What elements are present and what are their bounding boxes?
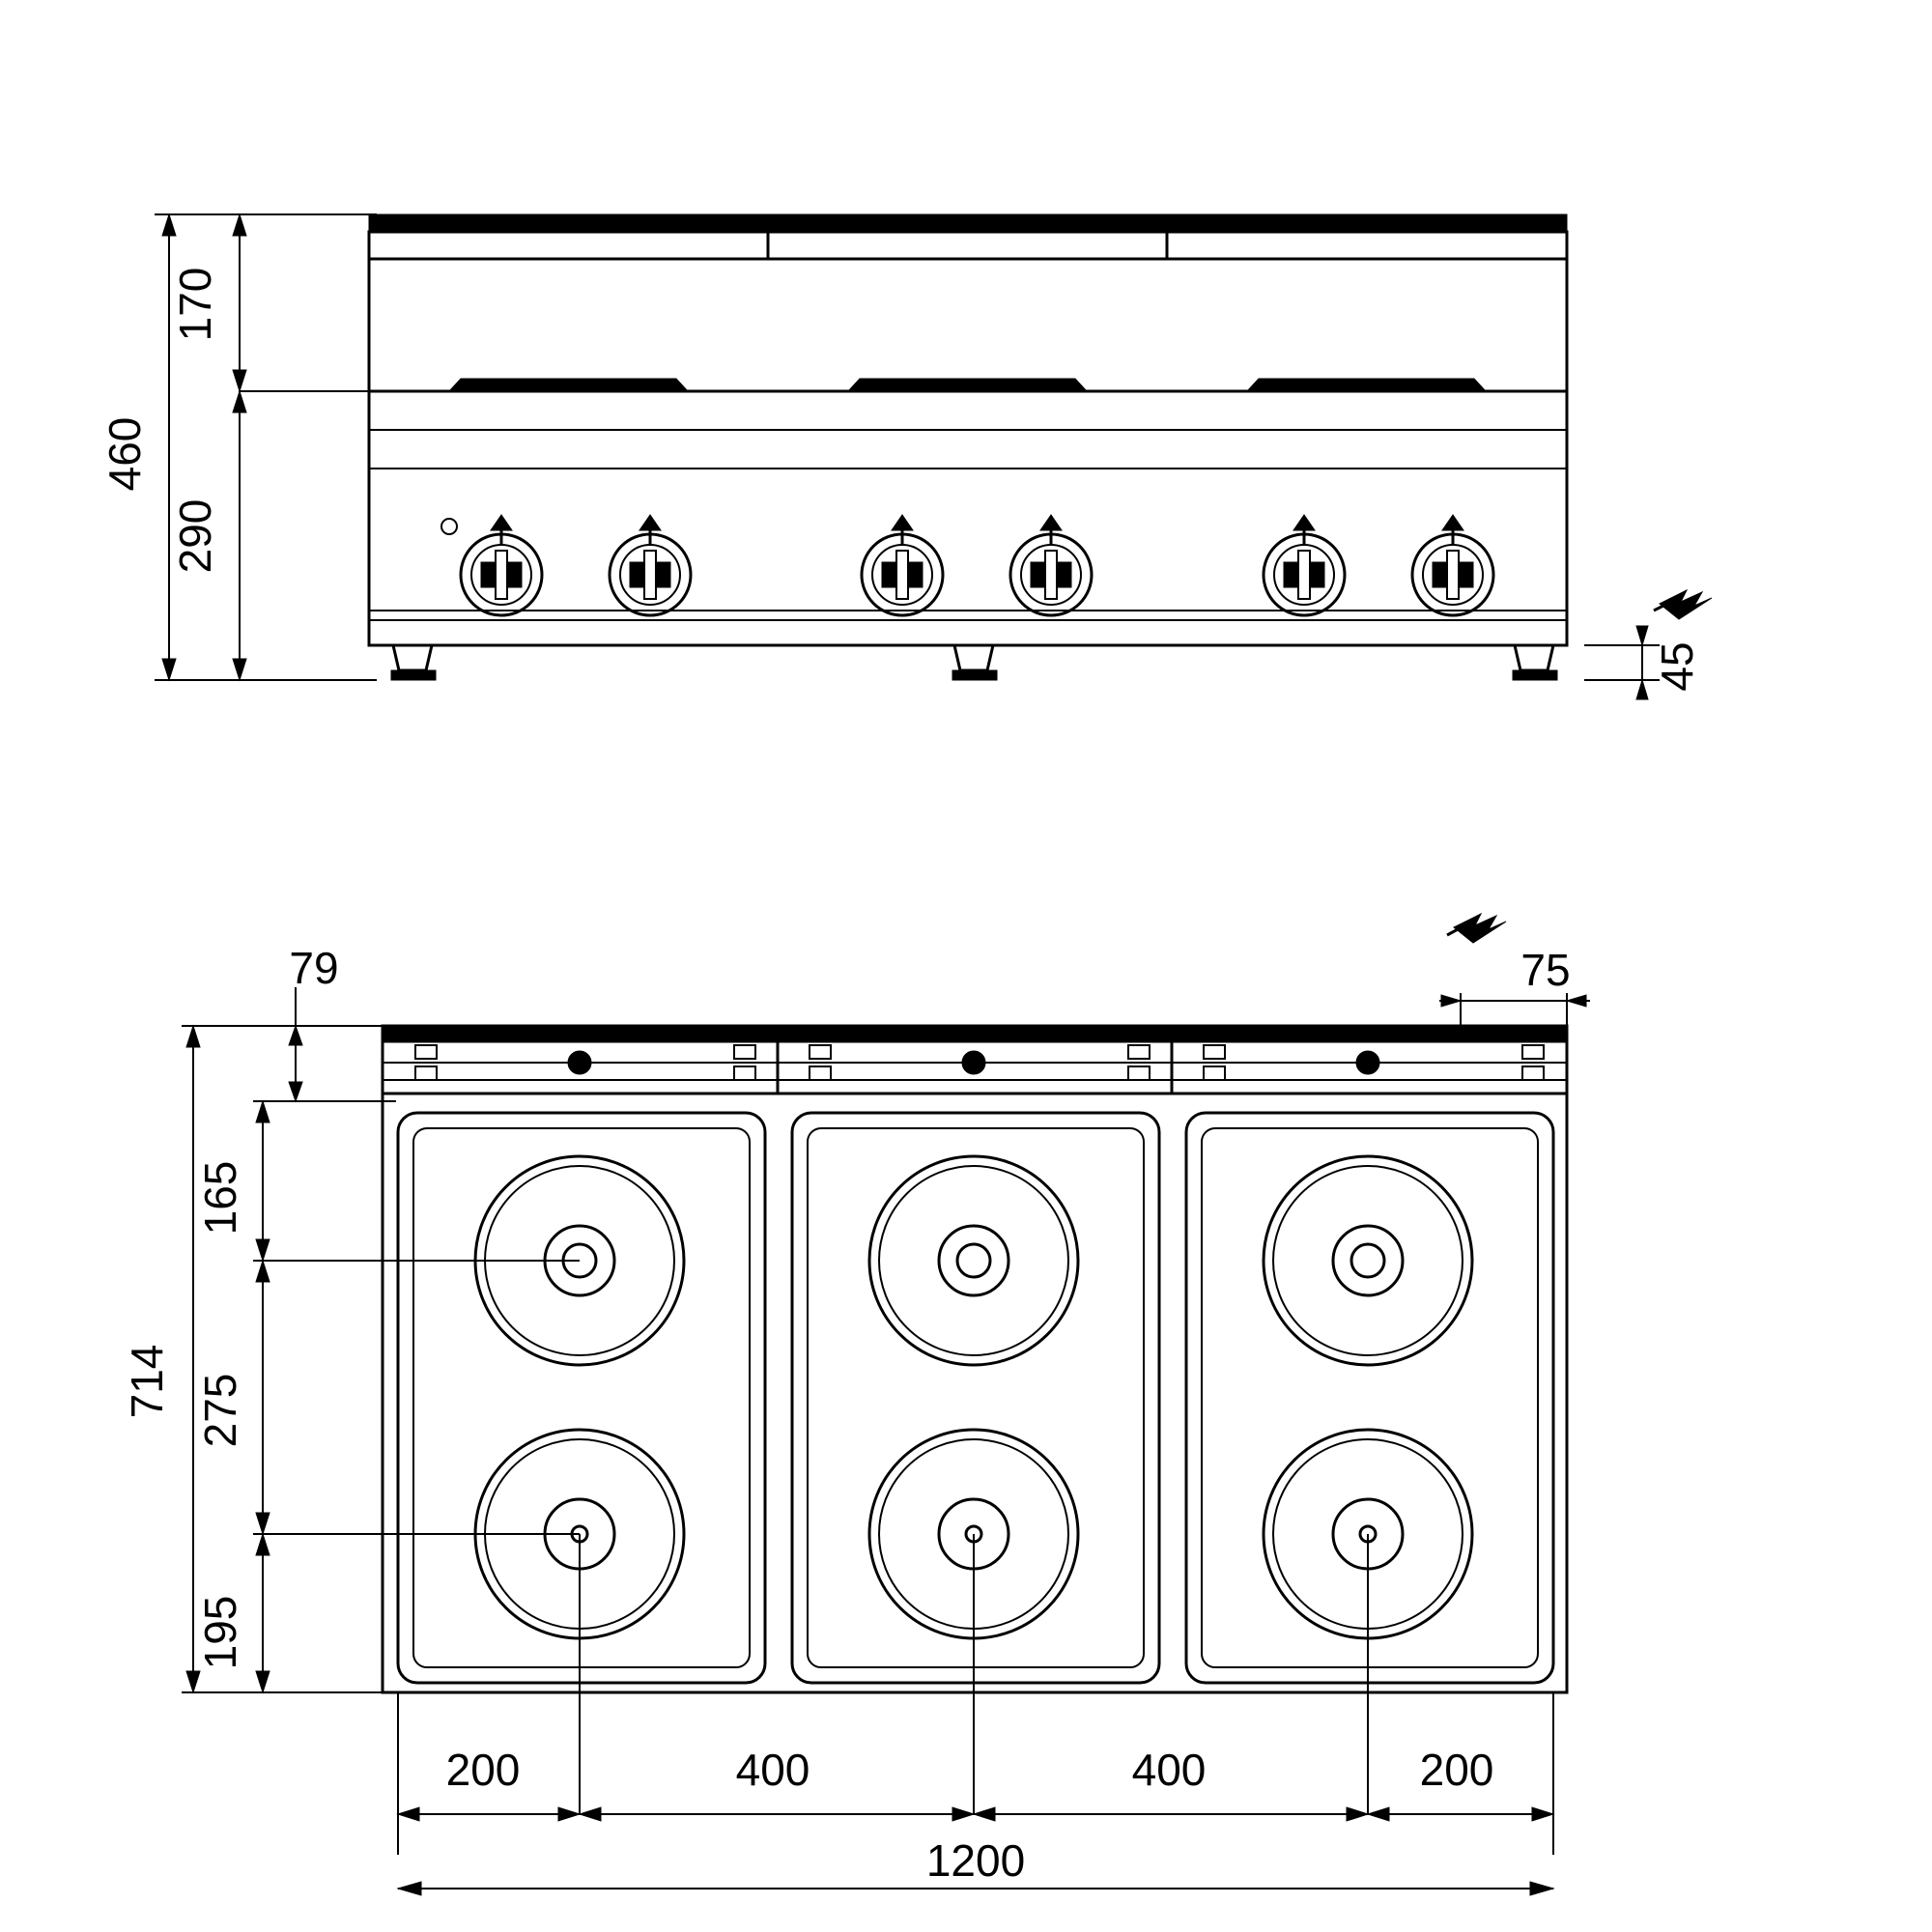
dim-burner-pitch-2: 400 [1131, 1745, 1207, 1795]
dim-burner-spacing-depth: 275 [195, 1373, 245, 1448]
dim-rear-rail-depth: 79 [289, 943, 339, 993]
gas-connection-arrow-icon [1654, 590, 1712, 619]
front-backsplash [369, 214, 1567, 259]
front-feet [391, 645, 1557, 680]
front-elevation-view [99, 214, 1712, 699]
dim-upper-height: 170 [170, 267, 220, 342]
plan-hob-pans [398, 1113, 1553, 1683]
dim-overall-width: 1200 [925, 1835, 1026, 1886]
indicator-light-icon [441, 519, 457, 534]
control-knob[interactable] [862, 515, 943, 615]
dim-foot-height: 45 [1652, 641, 1702, 692]
dim-rear-offset: 165 [195, 1160, 245, 1236]
plan-rear-rail-depth-dim [289, 987, 367, 1101]
control-knob[interactable] [610, 515, 691, 615]
plan-vertical-dimensions [182, 1026, 580, 1692]
dim-lower-height: 290 [170, 498, 220, 574]
dim-overall-depth: 714 [122, 1344, 172, 1419]
front-dimension-lines [155, 214, 1712, 699]
front-body [369, 259, 1567, 645]
control-knob[interactable] [461, 515, 542, 615]
dim-left-edge-to-burner: 200 [445, 1745, 521, 1795]
plan-burner-rear-row [475, 1156, 1472, 1365]
control-knob[interactable] [1010, 515, 1092, 615]
plan-leader-lines [580, 1534, 1368, 1814]
dim-connection-offset: 75 [1520, 945, 1571, 995]
control-knob[interactable] [1264, 515, 1345, 615]
dim-right-burner-to-edge: 200 [1419, 1745, 1494, 1795]
top-plan-view [122, 914, 1590, 1895]
dim-front-offset: 195 [195, 1595, 245, 1670]
burner [1264, 1156, 1472, 1365]
dim-overall-height: 460 [99, 416, 150, 492]
dim-burner-pitch-1: 400 [735, 1745, 810, 1795]
burner [869, 1156, 1078, 1365]
plan-rear-rail [383, 1026, 1567, 1094]
control-knob[interactable] [1412, 515, 1493, 615]
gas-connection-arrow-icon [1447, 914, 1506, 943]
front-knob-row [441, 515, 1493, 615]
